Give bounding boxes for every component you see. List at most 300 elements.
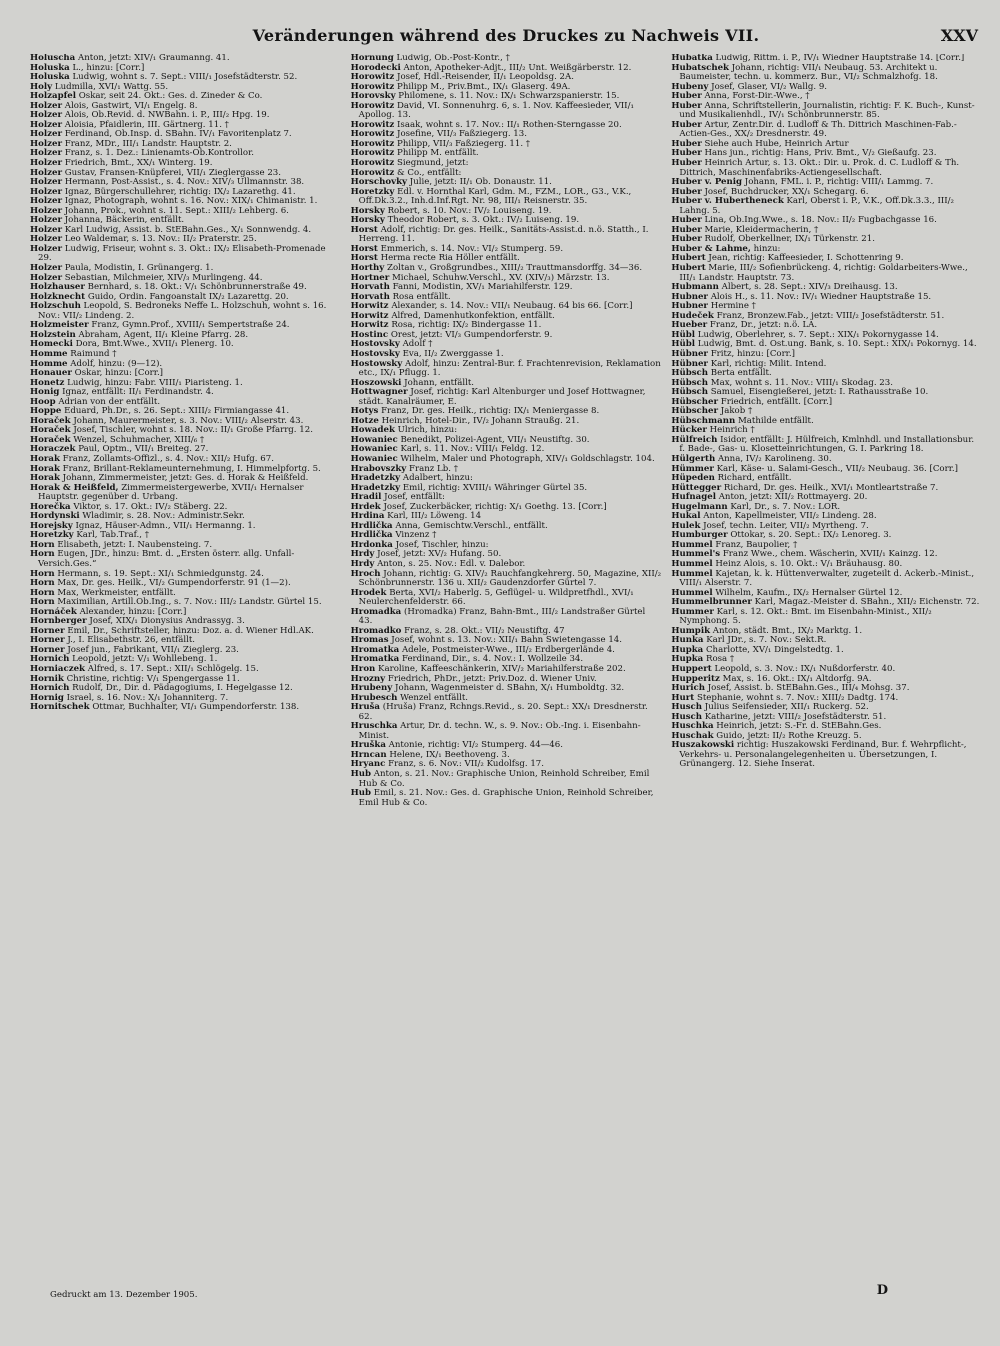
entry-name: Hummer <box>671 606 714 617</box>
entry-name: Hotze <box>350 415 379 426</box>
entry-text: Karl, Dr., s. 7. Nov.: LOR. <box>730 501 841 512</box>
entry-text: Josef, Tischler, hinzu: <box>395 539 489 550</box>
entry-name: Hueber <box>671 320 708 331</box>
entry-text: Jean, richtig: Kaffeesieder, I. Schottenring 9. <box>708 253 904 264</box>
entry-text: Johann, entfällt. <box>404 377 475 388</box>
entry-text: Friedrich, entfällt. [Corr.] <box>720 396 833 407</box>
entry-text: Ludwig, Friseur, wohnt s. 3. Okt.: IX/₂ Elisabeth-Promenade 29. <box>38 243 326 264</box>
entry-name: Horowitz <box>350 100 395 111</box>
entry-name: Holzschuh <box>30 301 81 312</box>
entry-name: Hruschka <box>350 721 398 732</box>
entry-name: Hornitschek <box>30 702 90 713</box>
entry-text: Franz, Baupolier, † <box>715 539 798 550</box>
entry-text: Philomene, s. 11. Nov.: IX/₁ Schwarzspanierstr. 15. <box>398 91 620 102</box>
entry-text: Josef, Tischler, wohnt s. 18. Nov.: II/₁ Große Pfarrg. 12. <box>73 425 313 436</box>
entry-text: Gustav, Fransen-Knüpferei, VII/₁ Zieglergasse 23. <box>64 167 281 178</box>
directory-entry <box>671 570 982 589</box>
entry-text: Siegmund, jetzt: <box>397 158 469 169</box>
entry-name: Honig <box>30 387 60 398</box>
entry-text: Anna, IV/₂ Karolineng. 30. <box>717 453 832 464</box>
entry-text: Heinrich, Hotel-Dir., IV/₂ Johann Straußg. 21. <box>381 415 580 426</box>
entry-name: Horetzky <box>350 186 395 197</box>
entry-text: Jakob † <box>720 406 753 417</box>
entry-text: Artur, Dr. d. techn. W., s. 9. Nov.: Ob.-Ing. i. Eisenbahn-Minist. <box>358 721 641 741</box>
entry-name: Hülfreich <box>671 434 718 445</box>
entry-text: Wilhelm, Maler und Photograph, XIV/₁ Goldschlagstr. 104. <box>400 453 655 464</box>
entry-text: Eugen, JDr., hinzu: Bmt. d. „Ersten österr. allg. Unfall-Versich.Ges.“ <box>38 549 295 569</box>
entry-name: Hruška <box>350 740 386 751</box>
entry-name: Horn <box>30 578 55 589</box>
entry-name: Horowitz <box>350 158 395 169</box>
entry-text: Anna, Schriftstellerin, Journalistin, richtig: F. K. Buch-, Kunst- und Musikalienhdl., IV/₁ Schönbrunnerstr. 85. <box>679 100 975 121</box>
entry-name: Hoppe <box>30 406 62 417</box>
entry-name: Horner <box>30 625 65 636</box>
entry-text: Christine, richtig: V/₁ Spengergasse 11. <box>66 673 240 684</box>
entry-text: Fritz, hinzu: [Corr.] <box>710 348 795 359</box>
entry-text: Alois H., s. 11. Nov.: IV/₁ Wiedner Hauptstraße 15. <box>710 291 932 302</box>
entry-text: Hermann, Post-Assist., s. 4. Nov.: XIV/₃ Ullmannstr. 38. <box>64 177 305 188</box>
entry-text: Ferdinand, Ob.Insp. d. SBahn. IV/₁ Favoritenplatz 7. <box>64 129 292 140</box>
directory-entry <box>351 770 662 789</box>
entry-text: Leopold, jetzt: V/₁ Wohllebeng. 1. <box>72 654 218 665</box>
entry-text: Adalbert, hinzu: <box>402 473 473 484</box>
entry-text: Karl, s. 11. Nov.: VIII/₁ Feldg. 12. <box>400 444 545 455</box>
entry-text: Ludwig, hinzu: Fabr. VIII/₁ Piaristeng. 1. <box>67 377 243 388</box>
directory-entry <box>30 484 341 503</box>
entry-text: Wladimir, s. 28. Nov.: Administr.Sekr. <box>82 511 245 522</box>
directory-entry <box>351 570 662 589</box>
entry-text: Abraham, Agent, II/₁ Kleine Pfarrg. 28. <box>78 329 249 340</box>
directory-entry <box>671 159 982 178</box>
entry-text: Josef, Glaser, VI/₂ Wallg. 9. <box>711 81 828 92</box>
entry-name: Hupka <box>671 654 704 665</box>
entry-name: Holuscha <box>30 54 76 63</box>
entry-name: Hrdlička <box>350 530 393 541</box>
page-header <box>30 26 982 54</box>
entry-name: Huppert <box>671 664 712 674</box>
entry-text: Ottokar, s. 20. Sept.: IX/₂ Lenoreg. 3. <box>730 530 892 541</box>
entry-name: Huschka <box>671 721 714 732</box>
entry-text: Josefine, VII/₃ Faßziegerg. 13. <box>397 129 527 140</box>
entry-text: Emil, richtig: XVIII/₁ Währinger Gürtel 35. <box>402 482 588 493</box>
directory-entry <box>351 589 662 608</box>
entry-name: Hummel <box>671 568 713 579</box>
entry-name: Holzmeister <box>30 320 89 331</box>
entry-name: Huber <box>671 148 702 159</box>
entry-text: Anton, s. 21. Nov.: Graphische Union, Reinhold Schreiber, Emil Hub & Co. <box>358 769 650 789</box>
entry-text: Johann, Prok., wohnt s. 11. Sept.: XIII/₂ Lehberg. 6. <box>64 205 289 216</box>
entry-name: Holzer <box>30 224 62 235</box>
entry-text: Eva, II/₂ Zwerggasse 1. <box>402 348 504 359</box>
entry-name: Horečka <box>30 501 71 512</box>
entry-name: Hubeny <box>671 81 709 92</box>
entry-text: Johanna, Bäckerin, entfällt. <box>64 215 185 226</box>
entry-name: Hornig <box>30 692 64 703</box>
entry-text: Ludwig, Rittm. i. P., IV/₁ Wiedner Hauptstraße 14. [Corr.] <box>715 54 965 63</box>
entry-text: Aloisia, Pfaidlerin, III. Gärtnerg. 11. † <box>64 119 229 130</box>
entry-text: Samuel, Eisengießerei, jetzt: I. Rathausstraße 10. <box>710 387 929 398</box>
entry-name: Humburger <box>671 530 728 541</box>
entry-text: & Co., entfällt: <box>397 167 462 178</box>
entry-text: Karl, Käse- u. Salami-Gesch., VII/₂ Neubaug. 36. [Corr.] <box>716 463 958 474</box>
entry-text: Marie, Kleidermacherin, † <box>704 224 819 235</box>
entry-name: Hrozny <box>350 673 386 684</box>
entry-name: Horn <box>30 587 55 598</box>
entry-text: Leopold, S. Bedroneks Neffe L. Holzschuh, wohnt s. 16. Nov.: VII/₂ Lindeng. 2. <box>38 301 327 321</box>
entry-text: Ludwig, Ob.-Post-Kontr., † <box>396 54 510 63</box>
entry-text: Philipp M., Priv.Bmt., IX/₁ Glaserg. 49A. <box>397 81 571 92</box>
entry-text: Theodor Robert, s. 3. Okt.: IV/₂ Luiseng. 19. <box>387 215 580 226</box>
entry-name: Howaniec <box>350 453 398 464</box>
entry-text: Isidor, entfällt: J. Hülfreich, Kmlnhdl. und Installationsbur. f. Bade-, Gas- u. Klosetteinrichtungen, G. I. Parkring 18. <box>679 434 975 455</box>
entry-name: Horaczek <box>30 444 76 455</box>
entry-text: Johann, richtig: G. XIV/₂ Rauchfangkehrerg. 50, Magazine, XII/₂ Schönbrunnerstr. 136 u. XII/₂ Gaudenzdorfer Gürtel 7. <box>358 568 662 589</box>
entry-text: Rosa entfällt. <box>392 291 451 302</box>
entry-text: Fanni, Modistin, XV/₁ Mariahilferstr. 129. <box>392 282 573 293</box>
entry-text: Ferdinand, Dir., s. 4. Nov.: I. Wollzeile 34. <box>401 654 584 665</box>
entry-text: Rudolf, Oberkellner, IX/₁ Türkenstr. 21. <box>704 234 875 245</box>
entry-name: Horniaczek <box>30 664 85 674</box>
entry-name: Honauer <box>30 368 72 379</box>
entry-text: Alfred, Damenhutkonfektion, entfällt. <box>391 310 555 321</box>
entry-text: Josef jun., Fabrikant, VII/₁ Zieglerg. 23. <box>67 644 239 655</box>
entry-name: Hubmann <box>671 282 719 293</box>
entry-text: Heinrich Artur, s. 13. Okt.: Dir. u. Prok. d. C. Ludloff & Th. Dittrich, Maschinenfabriks-Actiengesellschaft. <box>679 158 960 178</box>
entry-name: Howaniec <box>350 444 398 455</box>
entry-name: Horn <box>30 597 55 608</box>
entry-name: Horak & Heißfeld, <box>30 482 119 493</box>
entry-name: Hrubeny <box>350 683 393 694</box>
directory-entry <box>351 188 662 207</box>
page-number: XXV <box>940 26 978 45</box>
entry-text: Karl, Oberst i. P., V.K., Off.Dk.3.3., III/₂ Lahng. 5. <box>679 196 955 216</box>
entry-text: Guido, Ordin. Fangoanstalt IX/₂ Lazarettg. 20. <box>87 291 289 302</box>
entry-text: Franz, s. 28. Okt.: VII/₂ Neustiftg. 47 <box>404 625 565 636</box>
entry-name: Husch <box>671 702 703 713</box>
entry-text: Raimund † <box>70 348 117 359</box>
entry-name: Horetzky <box>30 530 74 541</box>
entry-text: Helene, IX/₁ Beethoveng. 3. <box>389 749 510 760</box>
entry-text: Adolf, richtig: Dr. ges. Heilk., Sanitäts-Assist.d. n.ö. Statth., I. Herreng. 11. <box>358 224 649 245</box>
entry-name: Hübl <box>671 339 695 350</box>
entry-text: Berta, XVI/₂ Haberlg. 5, Geflügel- u. Wildpretfhdl., XVI/₁ Neulerchenfelderstr. 66. <box>358 587 634 608</box>
entry-name: Horschovky <box>350 177 408 188</box>
entry-name: Hüttegger <box>671 482 722 493</box>
directory-entry <box>671 197 982 216</box>
entry-text: Karl, Magaz.-Meister d. SBahn., XII/₂ Eichenstr. 72. <box>754 597 980 608</box>
entry-name: Hornich <box>30 654 70 665</box>
entry-text: Richard, entfällt. <box>717 473 792 484</box>
entry-name: Hudeček <box>671 310 714 321</box>
entry-name: Horner <box>30 644 65 655</box>
entry-text: Ignaz, Bürgerschullehrer, richtig: IX/₂ Lazarethg. 41. <box>64 186 296 197</box>
entry-name: Hub <box>350 769 372 780</box>
entry-name: Horwitz <box>350 301 389 312</box>
entry-text: Ignaz, Photograph, wohnt s. 16. Nov.: XIX/₁ Chimanistr. 1. <box>64 196 318 207</box>
entry-name: Hummel <box>671 587 713 598</box>
directory-entry <box>351 789 662 808</box>
entry-text: Josef, Assist. b. StEBahn.Ges., III/₄ Mohsg. 37. <box>707 683 910 694</box>
entry-name: Hübscher <box>671 406 719 417</box>
entry-text: Anna, Gemischtw.Verschl., entfällt. <box>395 520 548 531</box>
entry-name: Holzapfel <box>30 91 77 102</box>
entry-name: Hübsch <box>671 377 709 388</box>
entry-name: Holzer <box>30 119 62 130</box>
entry-name: Hummel <box>671 558 713 569</box>
entry-text: Benedikt, Polizei-Agent, VII/₁ Neustiftg. 30. <box>400 434 590 445</box>
entry-text: Dora, Bmt.Wwe., XVII/₁ Plenerg. 10. <box>75 339 234 350</box>
entry-text: Friedrich, PhDr., jetzt: Priv.Doz. d. Wiener Univ. <box>387 673 597 684</box>
entry-name: Hubner <box>671 291 708 302</box>
entry-text: Franz, Dr. ges. Heilk., richtig: IX/₁ Meniergasse 8. <box>381 406 600 417</box>
entry-text: Rosa † <box>705 654 735 665</box>
entry-name: Huber <box>671 186 702 197</box>
entry-name: Huber <box>671 215 702 226</box>
entry-name: Hradetzky <box>350 473 401 484</box>
entry-text: Adolf, hinzu: (9—12). <box>70 358 163 369</box>
entry-name: Horst <box>350 253 378 264</box>
entry-name: Hücker <box>671 425 707 436</box>
directory-entry <box>30 703 341 713</box>
entry-text: Karl JDr., s. 7. Nov.: Sekt.R. <box>706 635 827 646</box>
entry-name: Holzer <box>30 138 62 149</box>
entry-name: Horsky <box>350 205 385 216</box>
entry-text: Franz, s. 6. Nov.: VII/₂ Kudolfsg. 17. <box>388 759 545 770</box>
entry-text: Anna, Forst-Dir.-Wwe., † <box>704 91 810 102</box>
entry-text: richtig: Huszakowski Ferdinand, Bur. f. Wehrpflicht-, Verkehrs- u. Personalangelegenheiten u. Übersetzungen, I. Grünangerg. 12. Siehe Inserat. <box>679 740 967 770</box>
entry-name: Hruša <box>350 702 380 713</box>
entry-text: Franz, MDr., III/₁ Landstr. Hauptstr. 2. <box>64 138 232 149</box>
entry-text: Herma recte Ria Höller entfällt. <box>380 253 520 264</box>
entry-text: Lina, Ob.Ing.Wwe., s. 18. Nov.: II/₂ Fugbachgasse 16. <box>704 215 937 226</box>
entry-name: Horvath <box>350 291 390 302</box>
directory-entry <box>351 226 662 245</box>
entry-name: Horowitz <box>350 129 395 140</box>
entry-name: Homme <box>30 348 68 359</box>
directory-entry <box>351 388 662 407</box>
entry-text: Ludwig, Oberlehrer, s. 7. Sept.: XIX/₁ Pokornygasse 14. <box>697 329 939 340</box>
entry-name: Hübschmann <box>671 415 736 426</box>
entry-text: Orest, jetzt: VI/₃ Gumpendorferstr. 9. <box>390 329 553 340</box>
entry-name: Hupperitz <box>671 673 720 684</box>
entry-text: Franz, s. 1. Dez.: Linienamts-Ob.Kontrollor. <box>64 148 254 159</box>
entry-name: Hornáček <box>30 606 77 617</box>
entry-name: Howadek <box>350 425 395 436</box>
entry-name: Holzer <box>30 167 62 178</box>
entry-name: Holzer <box>30 186 62 197</box>
entry-text: Paul, Optm., VII/₁ Breiteg. 27. <box>78 444 209 455</box>
entry-text: Oskar, hinzu: [Corr.] <box>74 368 164 379</box>
entry-text: Franz Lb. † <box>409 463 458 474</box>
entry-text: David, VI. Sonnenuhrg. 6, s. 1. Nov. Kaffeesieder, VII/₁ Apollog. 13. <box>358 100 634 121</box>
entry-text: Karl, richtig: Milit. Intend. <box>710 358 827 369</box>
entry-text: Anton, jetzt: XIV/₁ Graumanng. 41. <box>78 54 230 63</box>
entry-text: Heinrich † <box>709 425 755 436</box>
entry-text: Alfred, s. 17. Sept.: XII/₁ Schlögelg. 15. <box>87 664 259 674</box>
entry-name: Hryanc <box>350 759 386 770</box>
entry-text: Israel, s. 16. Nov.: X/₁ Johanniterg. 7. <box>66 692 229 703</box>
entry-name: Horowitz <box>350 138 395 149</box>
entry-name: Hubatka <box>671 54 713 63</box>
entry-name: Hostovsky <box>350 348 400 359</box>
entry-text: Robert, s. 10. Nov.: IV/₂ Louiseng. 19. <box>387 205 552 216</box>
entry-name: Huschak <box>671 730 714 741</box>
entry-text: Mathilde entfällt. <box>737 415 814 426</box>
entry-text: Max, wohnt s. 11. Nov.: VIII/₁ Skodag. 23. <box>710 377 893 388</box>
entry-name: Hummel <box>671 539 713 550</box>
entry-text: Adolf, hinzu: Zentral-Bur. f. Frachtenrevision, Reklamation etc., IX/₁ Pflugg. 1. <box>358 358 661 379</box>
directory-entry <box>351 703 662 722</box>
entry-name: Horaček <box>30 434 71 445</box>
entry-name: Hradil <box>350 492 382 503</box>
entry-name: Holzer <box>30 110 62 121</box>
entry-text: Edl. v. Hornthal Karl, Gdm. M., FZM., LOR., G3., V.K., Off.Dk.3.2., Inh.d.Inf.Rgt. Nr. 98, III/₁ Reisnerstr. 35. <box>358 186 632 207</box>
entry-name: Hromatka <box>350 654 400 665</box>
entry-text: Heinz Alois, s. 10. Okt.: V/₁ Bräuhausg. 80. <box>715 558 903 569</box>
entry-text: Ludwig, wohnt s. 7. Sept.: VIII/₁ Josefstädterstr. 52. <box>72 72 298 83</box>
entry-name: Hrdy <box>350 558 375 569</box>
entry-text: Sebastian, Milchmeier, XIV/₃ Murlingeng. 44. <box>64 272 263 283</box>
entry-text: Johann, Maurermeister, s. 3. Nov.: VIII/₂ Alserstr. 43. <box>73 415 304 426</box>
entry-text: Bernhard, s. 18. Okt.: V/₁ Schönbrunnerstraße 49. <box>87 282 307 293</box>
entry-text: Michael, Schuhw.Verschl., XV. (XIV/₃) Märzstr. 13. <box>392 272 610 283</box>
entry-text: Stephanie, wohnt s. 7. Nov.: XIII/₂ Dadtg. 174. <box>696 692 899 703</box>
entry-name: Hülgerth <box>671 453 716 464</box>
entry-text: Alexander, s. 14. Nov.: VII/₁ Neubaug. 64 bis 66. [Corr.] <box>391 301 633 312</box>
entry-name: Horowitz <box>350 148 395 159</box>
entry-name: Horowitz <box>350 81 395 92</box>
entry-text: J., I. Elisabethstr. 26, entfällt. <box>67 635 196 646</box>
entry-text: Ludmilla, XVI/₁ Wattg. 55. <box>54 81 169 92</box>
entry-text: Maximilian, Artill.Ob.Ing., s. 7. Nov.: III/₂ Landstr. Gürtel 15. <box>57 597 322 608</box>
entry-name: Hrdlička <box>350 520 393 531</box>
entry-text: Hermann, s. 19. Sept.: XI/₁ Schmiedgunstg. 24. <box>57 568 264 579</box>
entry-name: Horn <box>30 539 55 550</box>
entry-text: Wenzel, Schuhmacher, XIII/₆ † <box>73 434 205 445</box>
entry-name: Huber <box>671 138 702 149</box>
entry-text: Johann, Zimmermeister, jetzt: Ges. d. Horak & Heißfeld. <box>62 473 309 484</box>
entry-text: Anton, jetzt: XII/₂ Rottmayerg. 20. <box>718 492 868 503</box>
entry-text: (Hruša) Franz, Rchngs.Revid., s. 20. Sept.: XX/₁ Dresdnerstr. 62. <box>358 702 648 722</box>
entry-text: Ignaz, entfällt: II/₁ Ferdinandstr. 4. <box>62 387 214 398</box>
entry-name: Horst <box>350 224 378 235</box>
entry-text: Franz, Brillant-Reklameunternehmung, I. Himmelpfortg. 5. <box>62 463 321 474</box>
entry-text: Philipp M. entfällt. <box>397 148 479 159</box>
entry-text: Max, s. 16. Okt.: IX/₁ Altdorfg. 9A. <box>722 673 872 684</box>
entry-text: Josef, entfällt: <box>384 492 445 503</box>
entry-name: Holzstein <box>30 329 76 340</box>
entry-name: Huber v. Hubertheneck <box>671 196 784 207</box>
entry-name: Holzer <box>30 205 62 216</box>
directory-entry <box>30 245 341 264</box>
directory-entry <box>671 608 982 627</box>
entry-text: Anton, s. 25. Nov.: Edl. v. Dalebor. <box>377 558 526 569</box>
entry-name: Hradetzky <box>350 482 401 493</box>
entry-name: Hornik <box>30 673 64 684</box>
entry-name: Hrdonka <box>350 539 393 550</box>
entry-name: Hübner <box>671 358 708 369</box>
entry-name: Hummelbrunner <box>671 597 752 608</box>
entry-name: Hromatka <box>350 644 400 655</box>
entry-name: Horwitz <box>350 310 389 321</box>
entry-name: Horn <box>30 549 55 560</box>
entry-name: Horvath <box>350 282 390 293</box>
entry-text: Wenzel entfällt. <box>400 692 469 703</box>
entry-text: Ottmar, Buchhalter, VI/₁ Gumpendorferstr. 138. <box>92 702 300 713</box>
directory-entry <box>671 121 982 140</box>
entry-name: Hugelmann <box>671 501 728 512</box>
entry-text: Franz, Gymn.Prof., XVIII/₁ Sempertstraße 24. <box>91 320 290 331</box>
entry-name: Horst <box>350 243 378 254</box>
column-3 <box>671 54 982 1284</box>
entry-text: Franz Wwe., chem. Wäscherin, XVII/₁ Kainzg. 12. <box>722 549 938 560</box>
entry-name: Hromas <box>350 635 389 646</box>
entry-name: Hukal <box>671 511 701 522</box>
entry-name: Hostinc <box>350 329 389 340</box>
entry-text: Anton, Apotheker-Adjt., III/₂ Unt. Weißgärberstr. 12. <box>403 62 632 73</box>
entry-name: Hordynski <box>30 511 80 522</box>
entry-name: Hrdek <box>350 501 381 512</box>
entry-name: Holzer <box>30 177 62 188</box>
entry-name: Hoszowski <box>350 377 402 388</box>
entry-text: Karl, s. 12. Okt.: Bmt. im Eisenbahn-Minist., XII/₂ Nymphong. 5. <box>679 606 932 627</box>
entry-name: Holzer <box>30 100 62 111</box>
entry-text: Katharine, jetzt: VIII/₂ Josefstädterstr. 51. <box>704 711 887 722</box>
entry-text: Zoltan v., Großgrundbes., XIII/₂ Trauttmansdorffg. 34—36. <box>387 263 643 274</box>
entry-name: Hubatschek <box>671 62 729 73</box>
entry-text: Karl, III/₂ Löweng. 14 <box>387 511 482 522</box>
entry-text: Adolf † <box>402 339 433 350</box>
directory-entry <box>30 550 341 569</box>
entry-text: Karl, Tab.Traf., † <box>76 530 150 541</box>
entry-text: Siehe auch Hube, Heinrich Artur <box>704 138 849 149</box>
entry-text: Franz, Dr., jetzt: n.ö. LA. <box>709 320 818 331</box>
entry-text: Josef, jetzt: XV/₂ Hufang. 50. <box>377 549 502 560</box>
entry-name: Horaček <box>30 415 71 426</box>
entry-name: Holzknecht <box>30 291 86 302</box>
entry-text: L., hinzu: [Corr.] <box>72 62 145 73</box>
entry-name: Horovsky <box>350 91 396 102</box>
entry-text: Karoline, Kaffeeschänkerin, XIV/₂ Mariahilferstraße 202. <box>378 664 626 674</box>
entry-name: Holy <box>30 81 53 92</box>
entry-text: Max, Dr. ges. Heilk., VI/₂ Gumpendorferstr. 91 (1—2). <box>57 578 291 589</box>
entry-text: Zimmermeistergewerbe, XVII/₁ Hernalser Hauptstr. gegenüber d. Urbang. <box>38 482 304 503</box>
entry-name: Hrncan <box>350 749 387 760</box>
entry-text: Anton, Kapellmeister, VII/₂ Lindeng. 28. <box>703 511 877 522</box>
entry-name: Huber <box>671 119 702 130</box>
entry-text: Marie, III/₂ Sofienbrückeng. 4, richtig: Goldarbeiters-Wwe., III/₁ Landstr. Hauptstr. 73. <box>679 263 968 283</box>
entry-text: Viktor, s. 17. Okt.: IV/₂ Stäberg. 22. <box>73 501 228 512</box>
entry-text: Julie, jetzt: II/₁ Ob. Donaustr. 11. <box>409 177 552 188</box>
directory-entry <box>671 102 982 121</box>
directory-entry <box>30 302 341 321</box>
entry-text: Wilhelm, Kaufm., IX/₂ Hernalser Gürtel 12. <box>715 587 903 598</box>
entry-name: Hrdina <box>350 511 385 522</box>
entry-name: Hübsch <box>671 368 709 379</box>
entry-text: Emil, Dr., Schriftsteller, hinzu: Doz. a. d. Wiener Hdl.AK. <box>67 625 314 636</box>
print-date-note: Gedruckt am 13. Dezember 1905. <box>50 1290 198 1300</box>
entry-text: Rosa, richtig: IX/₂ Bindergasse 11. <box>391 320 542 331</box>
entry-name: Humpik <box>671 625 711 636</box>
entry-name: Hortner <box>350 272 390 283</box>
entry-text: Rudolf, Dr., Dir. d. Pädagogiums, I. Hegelgasse 12. <box>72 683 293 694</box>
entry-name: Horak <box>30 463 60 474</box>
entry-text: Josef, Hdl.-Reisender, II/₁ Leopoldsg. 2A. <box>397 72 574 83</box>
entry-text: Leopold, s. 3. Nov.: IX/₁ Nußdorferstr. 40. <box>714 664 896 674</box>
entry-text: Adele, Postmeister-Wwe., III/₂ Erdbergerlände 4. <box>401 644 615 655</box>
entry-name: Hunka <box>671 635 704 646</box>
entry-text: Kajetan, k. k. Hüttenverwalter, zugeteilt d. Ackerb.-Minist., VIII/₁ Alserstr. 7. <box>679 568 975 589</box>
